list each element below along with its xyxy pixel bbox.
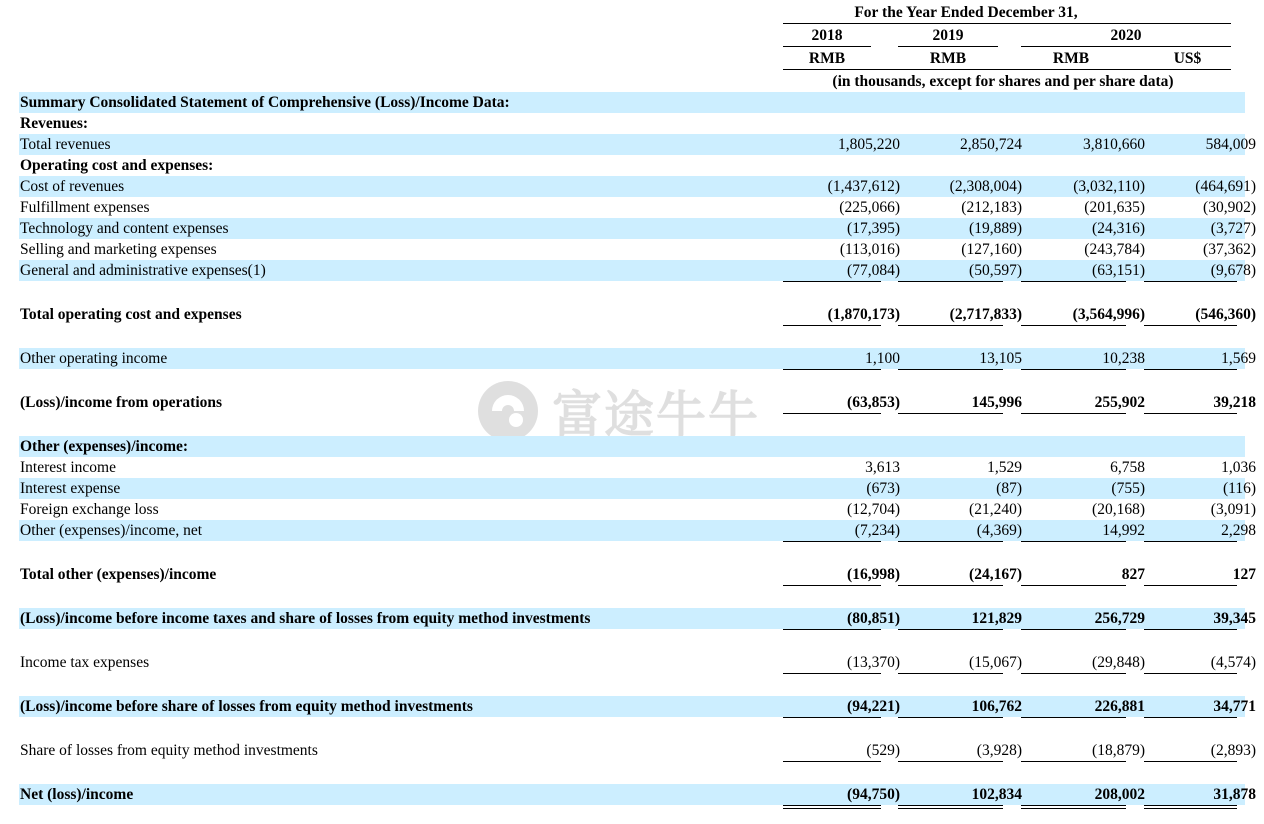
table-row: [19, 696, 1256, 717]
subtotal-rule: [783, 585, 881, 586]
total-double-rule: [1144, 805, 1237, 809]
subtotal-rule: [1021, 413, 1126, 414]
value-2018: (113,016): [839, 241, 900, 258]
watermark-text: 富途牛牛: [552, 386, 760, 444]
year-header-2020: 2020: [1110, 27, 1142, 44]
subtotal-rule: [1021, 541, 1126, 542]
table-row: [19, 740, 1256, 761]
value-2020-rmb: 3,810,660: [1083, 136, 1145, 153]
row-label: Total revenues: [20, 136, 111, 153]
value-2018: (80,851): [847, 610, 900, 627]
subtotal-rule: [898, 369, 1003, 370]
value-2018: (1,870,173): [827, 306, 900, 323]
row-label: Income tax expenses: [20, 654, 150, 671]
value-2018: (77,084): [847, 262, 900, 279]
value-2020-rmb: 208,002: [1094, 786, 1145, 803]
value-2020-rmb: 255,902: [1094, 394, 1145, 411]
subtotal-rule: [898, 585, 1003, 586]
value-2020-usd: 2,298: [1221, 522, 1256, 539]
currency-header-2019: RMB: [929, 50, 967, 67]
value-2019: (4,369): [976, 522, 1022, 539]
section-title: Summary Consolidated Statement of Comprehensive (Loss)/Income Data:: [20, 94, 510, 111]
value-2019: (21,240): [969, 501, 1022, 518]
subtotal-rule: [898, 541, 1003, 542]
row-label: Fulfillment expenses: [20, 199, 150, 216]
value-2020-rmb: (29,848): [1092, 654, 1145, 671]
subtotal-rule: [1144, 673, 1237, 674]
revenues-heading-row: [19, 113, 1245, 134]
period-rule: [783, 23, 1231, 24]
row-label: Net (loss)/income: [20, 786, 134, 803]
subtotal-rule: [1021, 673, 1126, 674]
value-2020-rmb: (243,784): [1084, 241, 1145, 258]
total-double-rule: [783, 805, 881, 809]
value-2020-usd: (30,902): [1203, 199, 1256, 216]
row-label: Interest expense: [20, 480, 121, 497]
section-title-row: [19, 92, 1245, 113]
subtotal-rule: [1021, 369, 1126, 370]
value-2020-rmb: (201,635): [1084, 199, 1145, 216]
value-2020-usd: 1,036: [1221, 459, 1256, 476]
value-2018: (63,853): [847, 394, 900, 411]
value-2019: 2,850,724: [960, 136, 1022, 153]
value-2020-rmb: (3,032,110): [1073, 178, 1145, 195]
subtotal-rule: [898, 629, 1003, 630]
value-2020-usd: 127: [1232, 566, 1256, 583]
currency-header-2020-usd: US$: [1173, 50, 1202, 67]
table-row: [19, 478, 1256, 499]
table-row: [19, 457, 1256, 478]
subtotal-rule: [783, 629, 881, 630]
value-2018: (13,370): [847, 654, 900, 671]
value-2019: (24,167): [969, 566, 1022, 583]
row-label: Share of losses from equity method investments: [20, 742, 318, 759]
opex-heading-row: [19, 155, 1245, 176]
subtotal-rule: [898, 281, 1003, 282]
subtotal-rule: [783, 281, 881, 282]
value-2020-rmb: (63,151): [1092, 262, 1145, 279]
value-2020-usd: (37,362): [1203, 241, 1256, 258]
value-2020-rmb: 226,881: [1094, 698, 1145, 715]
year-rule-2018: [783, 46, 871, 47]
table-row: [19, 134, 1256, 155]
value-2018: (1,437,612): [827, 178, 900, 195]
row-label: Other operating income: [20, 350, 168, 367]
subtotal-rule: [1144, 413, 1237, 414]
value-2019: (15,067): [969, 654, 1022, 671]
row-label: Other (expenses)/income, net: [20, 522, 203, 539]
subtotal-rule: [1021, 281, 1126, 282]
subtotal-rule: [783, 541, 881, 542]
value-2019: (2,308,004): [949, 178, 1022, 195]
period-header: For the Year Ended December 31,: [854, 4, 1078, 21]
opex-heading: Operating cost and expenses:: [20, 157, 214, 174]
value-2020-usd: 39,345: [1213, 610, 1256, 627]
year-header-2019: 2019: [932, 27, 964, 44]
row-label: Total other (expenses)/income: [20, 566, 217, 583]
value-2018: (94,750): [847, 786, 900, 803]
subtotal-rule: [1021, 629, 1126, 630]
row-label: Foreign exchange loss: [20, 501, 159, 518]
value-2019: 13,105: [979, 350, 1022, 367]
subtotal-rule: [1144, 717, 1237, 718]
row-label: Cost of revenues: [20, 178, 125, 195]
row-label: Selling and marketing expenses: [20, 241, 217, 258]
table-row: [19, 197, 1256, 218]
table-row: [19, 176, 1256, 197]
subtotal-rule: [1144, 281, 1237, 282]
value-2020-rmb: 256,729: [1094, 610, 1145, 627]
row-label: Technology and content expenses: [20, 220, 229, 237]
other-heading: Other (expenses)/income:: [20, 438, 189, 455]
value-2018: (529): [866, 742, 900, 759]
subtotal-rule: [1144, 629, 1237, 630]
year-header-2018: 2018: [811, 27, 843, 44]
value-2020-usd: 1,569: [1221, 350, 1256, 367]
table-row: [19, 499, 1256, 520]
value-2019: (3,928): [976, 742, 1022, 759]
table-row: [19, 392, 1256, 413]
value-2020-rmb: 14,992: [1102, 522, 1145, 539]
table-row: [19, 564, 1256, 585]
value-2020-usd: (3,727): [1210, 220, 1256, 237]
value-2019: 1,529: [987, 459, 1022, 476]
table-row: [19, 239, 1256, 260]
value-2019: (87): [996, 480, 1022, 497]
value-2019: 121,829: [971, 610, 1022, 627]
value-2018: (94,221): [847, 698, 900, 715]
value-2020-usd: (546,360): [1195, 306, 1256, 323]
value-2019: (50,597): [969, 262, 1022, 279]
value-2018: (12,704): [847, 501, 900, 518]
value-2020-usd: 31,878: [1213, 786, 1256, 803]
value-2020-usd: (2,893): [1210, 742, 1256, 759]
value-2020-usd: (3,091): [1210, 501, 1256, 518]
value-2020-usd: (9,678): [1210, 262, 1256, 279]
value-2019: (127,160): [961, 241, 1022, 258]
value-2018: 1,100: [865, 350, 900, 367]
value-2020-rmb: (24,316): [1092, 220, 1145, 237]
value-2020-usd: 34,771: [1213, 698, 1256, 715]
other-heading-row: [19, 436, 1245, 457]
value-2020-usd: (116): [1223, 480, 1256, 497]
subtotal-rule: [898, 413, 1003, 414]
table-row: [19, 652, 1256, 673]
subtotal-rule: [783, 761, 881, 762]
value-2020-rmb: 10,238: [1102, 350, 1145, 367]
table-row: [19, 218, 1256, 239]
year-rule-2019: [898, 46, 998, 47]
value-2020-rmb: (3,564,996): [1072, 306, 1145, 323]
subtotal-rule: [783, 325, 881, 326]
value-2020-rmb: (755): [1111, 480, 1145, 497]
subtotal-rule: [1144, 761, 1237, 762]
subtotal-rule: [1021, 325, 1126, 326]
subtotal-rule: [783, 717, 881, 718]
value-2020-rmb: 6,758: [1110, 459, 1145, 476]
value-2020-rmb: (20,168): [1092, 501, 1145, 518]
revenues-heading: Revenues:: [20, 115, 89, 132]
table-row: [19, 784, 1256, 805]
row-label: Interest income: [20, 459, 116, 476]
subtotal-rule: [1144, 585, 1237, 586]
value-2020-usd: 39,218: [1213, 394, 1256, 411]
subtotal-rule: [1144, 325, 1237, 326]
value-2018: (673): [866, 480, 900, 497]
units-note: (in thousands, except for shares and per share data): [832, 73, 1174, 90]
row-label: Total operating cost and expenses: [20, 306, 242, 323]
value-2019: 102,834: [971, 786, 1022, 803]
value-2018: 3,613: [865, 459, 900, 476]
value-2020-usd: (4,574): [1210, 654, 1256, 671]
value-2019: (2,717,833): [949, 306, 1022, 323]
subtotal-rule: [898, 717, 1003, 718]
value-2018: (7,234): [854, 522, 900, 539]
value-2018: 1,805,220: [838, 136, 900, 153]
row-label: General and administrative expenses(1): [20, 262, 266, 279]
year-rule-2020: [1021, 46, 1231, 47]
row-label: (Loss)/income before share of losses from equity method investments: [20, 698, 473, 715]
table-row: [19, 608, 1256, 629]
subtotal-rule: [783, 369, 881, 370]
currency-rule: [783, 69, 1231, 70]
subtotal-rule: [1021, 761, 1126, 762]
table-row: [19, 348, 1256, 369]
subtotal-rule: [1144, 541, 1237, 542]
subtotal-rule: [783, 673, 881, 674]
row-label: (Loss)/income before income taxes and share of losses from equity method investments: [20, 610, 591, 627]
value-2019: 106,762: [971, 698, 1022, 715]
subtotal-rule: [898, 325, 1003, 326]
subtotal-rule: [898, 761, 1003, 762]
table-row: [19, 520, 1256, 541]
value-2018: (17,395): [847, 220, 900, 237]
value-2020-usd: (464,691): [1195, 178, 1256, 195]
total-double-rule: [898, 805, 1003, 809]
value-2020-rmb: (18,879): [1092, 742, 1145, 759]
subtotal-rule: [898, 673, 1003, 674]
value-2020-usd: 584,009: [1205, 136, 1256, 153]
value-2019: 145,996: [971, 394, 1022, 411]
subtotal-rule: [1021, 717, 1126, 718]
row-label: (Loss)/income from operations: [20, 394, 223, 411]
total-double-rule: [1021, 805, 1126, 809]
subtotal-rule: [1144, 369, 1237, 370]
currency-header-2020-rmb: RMB: [1052, 50, 1090, 67]
table-row: [19, 304, 1256, 325]
value-2018: (225,066): [839, 199, 900, 216]
currency-header-2018: RMB: [808, 50, 846, 67]
value-2020-rmb: 827: [1121, 566, 1145, 583]
value-2018: (16,998): [847, 566, 900, 583]
table-row: [19, 260, 1256, 281]
subtotal-rule: [1021, 585, 1126, 586]
value-2019: (19,889): [969, 220, 1022, 237]
subtotal-rule: [783, 413, 881, 414]
value-2019: (212,183): [961, 199, 1022, 216]
